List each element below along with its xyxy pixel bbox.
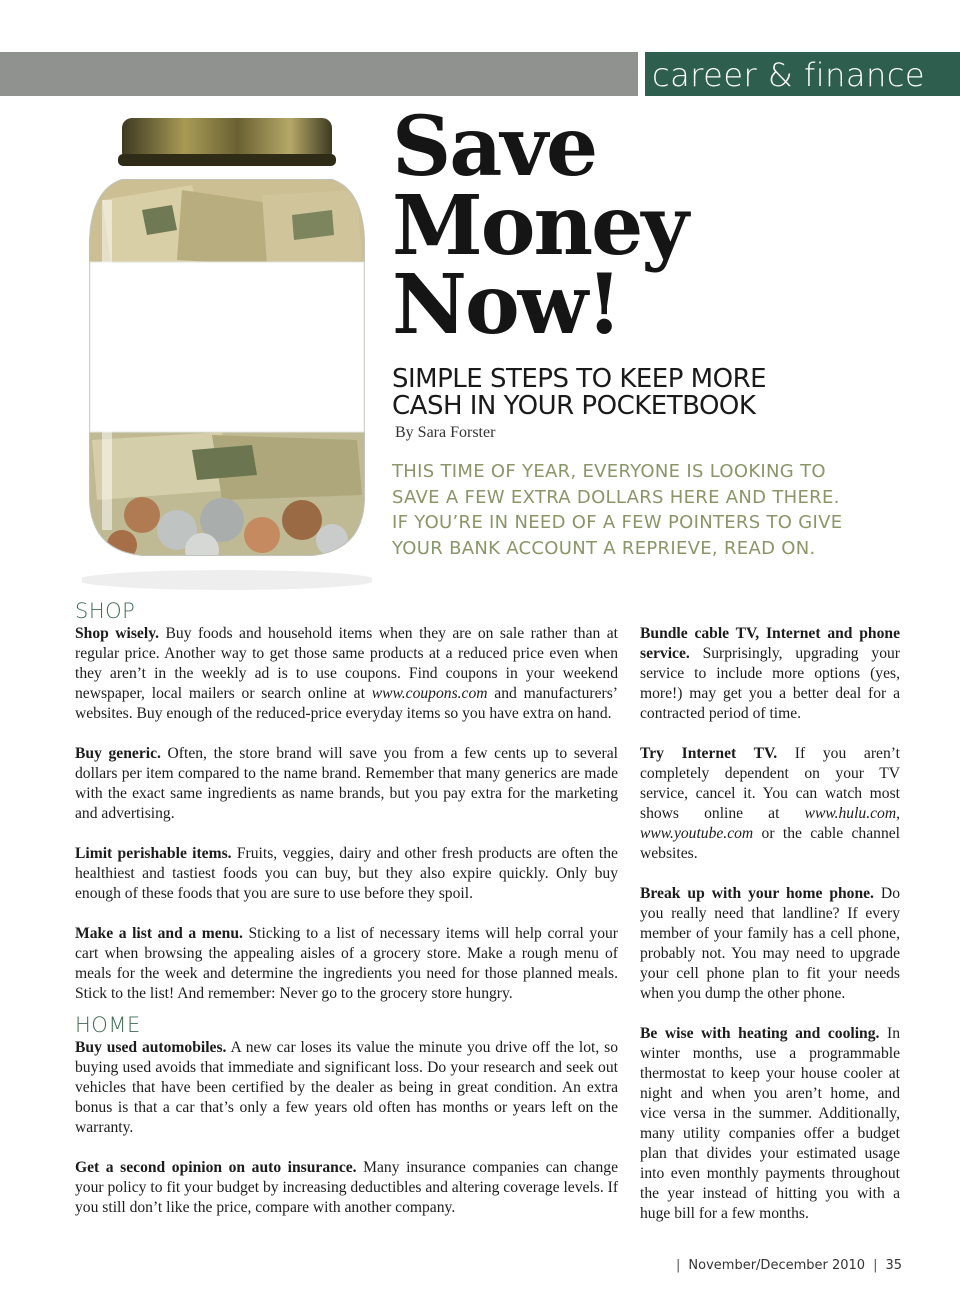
deck-line: YOUR BANK ACCOUNT A REPRIEVE, READ ON. bbox=[392, 537, 816, 559]
page-footer bbox=[668, 1258, 902, 1273]
web-link: www.hulu.com bbox=[804, 805, 897, 822]
tip-lead: Bundle cable TV, Internet and phone service. bbox=[640, 625, 900, 662]
tip-text: Many insurance companies can change your policy to fit your budget by increasing deductibles and altering coverage levels. If you still don’t like the price, compare with another company. bbox=[75, 1159, 619, 1216]
tip-text: Do you really need that landline? If every member of your family has a cell phone, probably not. You may need to upgrade your cell phone plan to fit your needs when you dump the other phone. bbox=[640, 885, 900, 1002]
tip-paragraph bbox=[75, 844, 618, 904]
tip-text: or the cable channel websites. bbox=[640, 825, 900, 862]
left-column bbox=[75, 598, 618, 1238]
deck-line: SAVE A FEW EXTRA DOLLARS HERE AND THERE. bbox=[392, 486, 840, 508]
tip-lead: Get a second opinion on auto insurance. bbox=[75, 1159, 357, 1176]
tip-paragraph bbox=[75, 924, 618, 1004]
tip-paragraph bbox=[75, 744, 618, 824]
header-band-gray bbox=[0, 52, 638, 96]
right-column bbox=[640, 624, 900, 1244]
tip-lead: Buy generic. bbox=[75, 745, 161, 762]
title-line-2: Money bbox=[392, 178, 687, 274]
tip-lead: Try Internet TV. bbox=[640, 745, 778, 762]
tip-paragraph bbox=[640, 624, 900, 724]
subtitle-line-2: CASH IN YOUR POCKETBOOK bbox=[392, 391, 756, 421]
tip-lead: Shop wisely. bbox=[75, 625, 160, 642]
tip-text: Sticking to a list of necessary items will help corral your cart when browsing the appealing aisles of a grocery store. Make a rough menu of meals for the week and determine the ingredients you need for those planned meals. Stick to the list! And remember: Never go to the grocery store hungry. bbox=[75, 925, 618, 1002]
money-jar-image bbox=[82, 110, 372, 590]
tip-text: In winter months, use a programmable thermostat to keep your house cooler at night and when you aren’t home, and vice versa in the summer. Additionally, many utility companies offer a budget plan that divides your estimated usage into even monthly payments throughout the year instead of hitting you with a huge bill for a few months. bbox=[640, 1025, 901, 1222]
footer-divider: | bbox=[873, 1258, 878, 1273]
tip-text: Buy foods and household items when they are on sale rather than at regular price. Another way to get those same products at a reduced price even when they aren’t in the weekly ad is to use coupons. Find coupons in your weekend newspaper, local mailers or search online at bbox=[75, 625, 618, 702]
issue-date: November/December 2010 bbox=[688, 1258, 866, 1273]
tip-text: Fruits, veggies, dairy and other fresh products are often the healthiest and tastiest foods you can buy, but they also expire quickly. Only buy enough of these foods that you are sure to use before they spoil. bbox=[75, 845, 618, 902]
tip-paragraph bbox=[75, 624, 618, 724]
tip-text: A new car loses its value the minute you drive off the lot, so buying used avoids that immediate and significant loss. Do your research and seek out vehicles that have been certified by the dealer as being in great condition. An extra bonus is that a car that’s only a few years old often has months or years left on the warranty. bbox=[75, 1039, 618, 1136]
tip-lead: Break up with your home phone. bbox=[640, 885, 874, 902]
web-link: www.youtube.com bbox=[640, 825, 754, 842]
tip-lead: Limit perishable items. bbox=[75, 845, 232, 862]
tip-paragraph bbox=[75, 1158, 618, 1218]
section-heading-home: HOME bbox=[75, 1013, 141, 1037]
article-title bbox=[392, 99, 687, 353]
tip-paragraph bbox=[640, 744, 900, 864]
article-subtitle bbox=[392, 366, 766, 420]
byline: By Sara Forster bbox=[395, 424, 496, 441]
tip-lead: Make a list and a menu. bbox=[75, 925, 243, 942]
page-number: 35 bbox=[885, 1258, 902, 1273]
tip-paragraph bbox=[640, 1024, 900, 1224]
tip-text: If you aren’t completely dependent on your TV service, cancel it. You can watch most shows online at bbox=[640, 745, 900, 822]
tip-lead: Be wise with heating and cooling. bbox=[640, 1025, 880, 1042]
tip-text: Surprisingly, upgrading your service to include more options (yes, more!) may get you a better deal for a contracted period of time. bbox=[640, 645, 900, 722]
title-line-3: Now! bbox=[392, 257, 621, 353]
article-deck bbox=[392, 459, 912, 561]
section-heading-shop: SHOP bbox=[75, 599, 136, 623]
web-link: www.coupons.com bbox=[371, 685, 488, 702]
tip-paragraph bbox=[75, 1038, 618, 1138]
title-line-1: Save bbox=[392, 99, 597, 195]
deck-line: THIS TIME OF YEAR, EVERYONE IS LOOKING TO bbox=[392, 461, 826, 482]
tip-text: Often, the store brand will save you from a few cents up to several dollars per item compared to the name brand. Remember that many generics are made with the exact same ingredients as name brands, but you pay extra for the marketing and advertising. bbox=[75, 745, 619, 822]
section-tag: career & finance bbox=[652, 56, 926, 94]
tip-lead: Buy used automobiles. bbox=[75, 1039, 227, 1056]
tip-text: and manufacturers’ websites. Buy enough of the reduced-price everyday items so you have extra on hand. bbox=[75, 685, 618, 722]
tip-paragraph bbox=[640, 884, 900, 1004]
subtitle-line-1: SIMPLE STEPS TO KEEP MORE bbox=[392, 364, 767, 394]
footer-divider: | bbox=[676, 1258, 681, 1273]
link-separator: , bbox=[896, 805, 900, 822]
deck-line: IF YOU’RE IN NEED OF A FEW POINTERS TO GIVE bbox=[392, 512, 843, 533]
